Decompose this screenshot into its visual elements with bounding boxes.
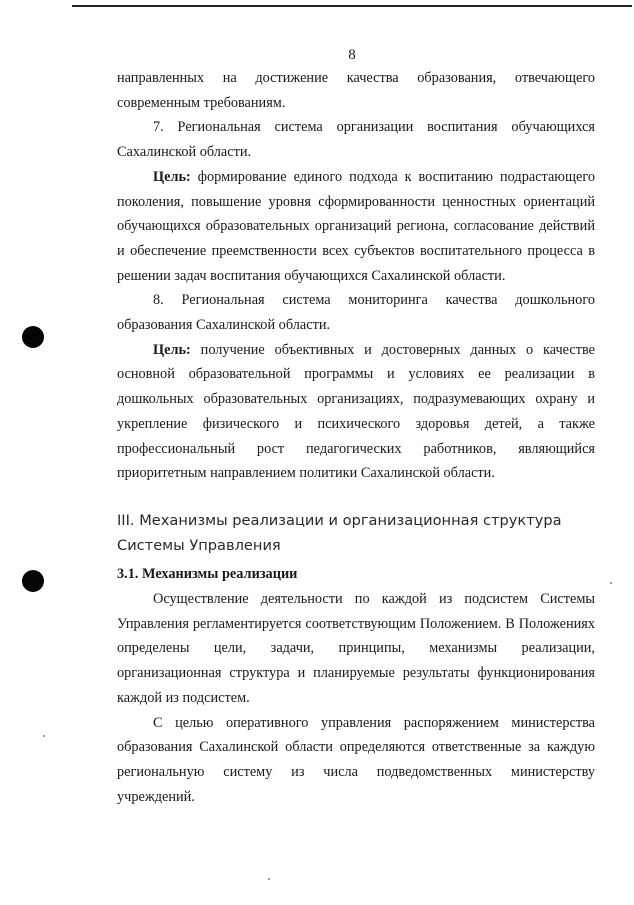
paragraph-continuation: направленных на достижение качества образования, отвечающего современным требованиям. <box>117 70 595 111</box>
goal-text: получение объективных и достоверных данных о качестве основной образовательной программы и условиях ее реализации в дошкольных образовательных организациях, подразумевающих охрану и укрепление физического и психического здоровья детей, а также профессиональный рост педагогических работников, являющийся приоритетным направлением политики Сахалинской области. <box>117 341 595 482</box>
top-border-line <box>72 5 632 7</box>
goal-label: Цель: <box>153 168 191 185</box>
section-paragraph-1: Осуществление деятельности по каждой из подсистем Системы Управления регламентируется соответствующим Положением. В Положениях определены цели, задачи, принципы, механизмы реализации, организационная структура и планируемые результаты функционирования каждой из подсистем. <box>117 591 595 706</box>
body-text-upper <box>117 66 595 486</box>
scan-speck <box>610 582 612 584</box>
scan-speck <box>43 735 45 737</box>
goal-label: Цель: <box>153 341 191 358</box>
item-7-goal <box>117 165 595 289</box>
page-number: 8 <box>348 47 356 63</box>
goal-text: формирование единого подхода к воспитанию подрастающего поколения, повышение уровня сформированности ценностных ориентаций обучающихся образовательных организаций региона, согласование действий и обеспечение преемственности всех субъектов воспитательного процесса в решении задач воспитания обучающихся Сахалинской области. <box>117 168 595 284</box>
item-7-title: 7. Региональная система организации воспитания обучающихся Сахалинской области. <box>117 119 595 161</box>
subsection-heading: 3.1. Механизмы реализации <box>117 566 298 582</box>
item-8-title: 8. Региональная система мониторинга качества дошкольного образования Сахалинской области. <box>117 292 595 334</box>
scan-speck <box>268 878 270 880</box>
body-text-lower <box>117 587 595 809</box>
section-paragraph-2: С целью оперативного управления распоряжением министерства образования Сахалинской области определяются ответственные за каждую региональную систему из числа подведомственных министерству учреждений. <box>117 714 595 805</box>
punch-hole-bottom <box>22 570 44 592</box>
item-8-goal <box>117 338 595 486</box>
section-heading: III. Механизмы реализации и организационная структура Системы Управления <box>117 512 562 554</box>
punch-hole-top <box>22 326 44 348</box>
